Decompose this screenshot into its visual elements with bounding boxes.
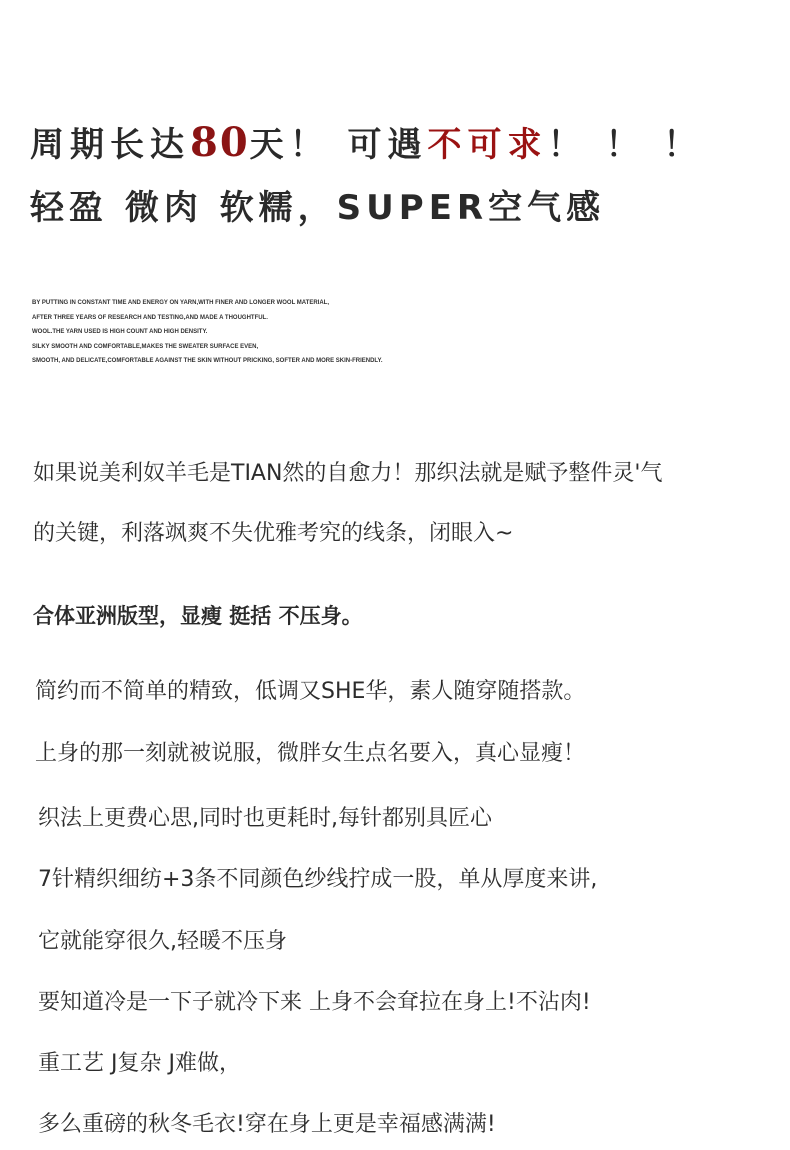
english-line: BY PUTTING IN CONSTANT TIME AND ENERGY ON YARN,WITH FINER AND LONGER WOOL MATERIAL,	[32, 300, 330, 306]
intro-line-1: 如果说美利奴羊毛是TIAN然的自愈力！那织法就是赋予整件灵'气	[33, 461, 663, 486]
fit-subheading: 合体亚洲版型，显瘦 挺括 不压身。	[33, 604, 363, 628]
english-line: SMOOTH, AND DELICATE,COMFORTABLE AGAINST THE SKIN WITHOUT PRICKING, SOFTER AND MORE SKIN-FRIENDLY.	[32, 358, 383, 364]
headline-part-b: 天！ 可遇	[249, 125, 428, 165]
headline-number: 80	[190, 119, 250, 166]
paragraph-line: 它就能穿很久,轻暖不压身	[38, 929, 287, 954]
paragraph-line: 要知道冷是一下子就冷下来 上身不会耷拉在身上!不沾肉!	[38, 990, 591, 1015]
english-description	[32, 296, 383, 369]
headline-red-text: 不可求	[427, 125, 548, 165]
headline-part-a: 周期长达	[30, 125, 190, 165]
intro-line-2: 的关键，利落飒爽不失优雅考究的线条，闭眼入~	[33, 521, 514, 546]
paragraph-line: 织法上更费心思,同时也更耗时,每针都别具匠心	[38, 806, 492, 831]
paragraph-line: 多么重磅的秋冬毛衣!穿在身上更是幸福感满满!	[38, 1112, 496, 1137]
english-line: WOOL.THE YARN USED IS HIGH COUNT AND HIGH DENSITY.	[32, 329, 208, 335]
paragraph-line: 上身的那一刻就被说服，微胖女生点名要入，真心显瘦！	[35, 741, 586, 766]
paragraph-line: 简约而不简单的精致，低调又SHE华，素人随穿随搭款。	[35, 679, 586, 704]
paragraph-line: 7针精织细纺+3条不同颜色纱线拧成一股，单从厚度来讲,	[38, 867, 598, 892]
headline-line-2: 轻盈 微肉 软糯，SUPER空气感	[30, 188, 606, 228]
english-line: AFTER THREE YEARS OF RESEARCH AND TESTING,AND MADE A THOUGHTFUL.	[32, 314, 268, 321]
paragraph-line: 重工艺 J复杂 J难做，	[38, 1051, 241, 1076]
headline-line-1	[30, 117, 703, 166]
english-line: SILKY SMOOTH AND COMFORTABLE,MAKES THE SWEATER SURFACE EVEN,	[32, 343, 259, 350]
headline-part-c: ！ ！ ！	[547, 125, 704, 165]
